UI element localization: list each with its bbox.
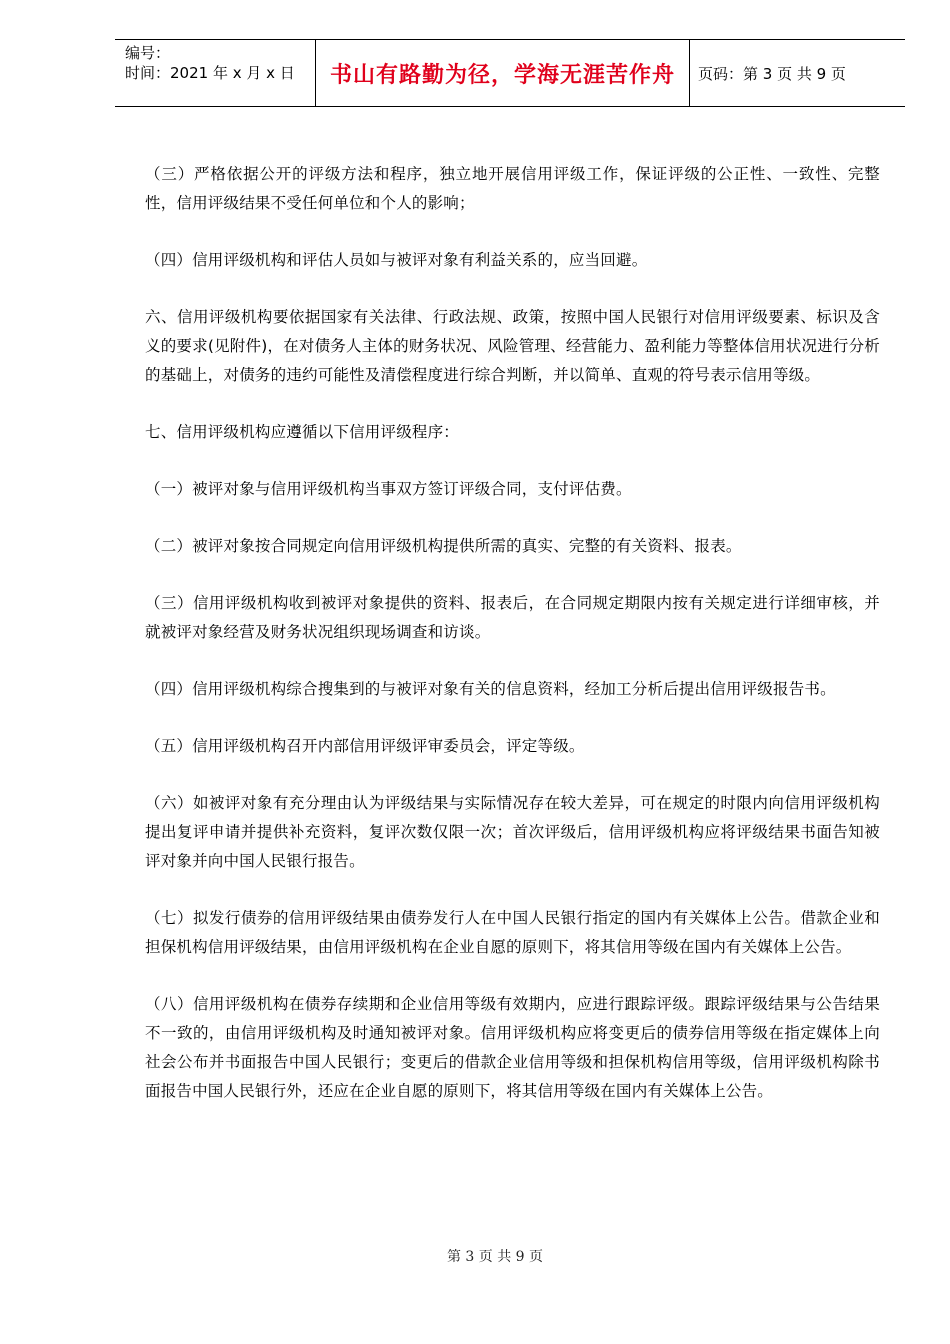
paragraph: （七）拟发行债券的信用评级结果由债券发行人在中国人民银行指定的国内有关媒体上公告。借款企业和担保机构信用评级结果，由信用评级机构在企业自愿的原则下，将其信用等级在国内有关媒体上公告。 bbox=[145, 909, 880, 956]
page-number-label: 页码：第 3 页 共 9 页 bbox=[698, 64, 846, 83]
header-left-cell bbox=[115, 40, 316, 106]
paragraph: （五）信用评级机构召开内部信用评级评审委员会，评定等级。 bbox=[145, 737, 585, 755]
paragraph: （三）严格依据公开的评级方法和程序，独立地开展信用评级工作，保证评级的公正性、一致性、完整性，信用评级结果不受任何单位和个人的影响； bbox=[145, 165, 880, 212]
paragraph: （四）信用评级机构和评估人员如与被评对象有利益关系的，应当回避。 bbox=[145, 251, 648, 269]
header-motto-cell bbox=[316, 40, 690, 106]
paragraph: （一）被评对象与信用评级机构当事双方签订评级合同，支付评估费。 bbox=[145, 480, 632, 498]
paragraph: （八）信用评级机构在债券存续期和企业信用等级有效期内，应进行跟踪评级。跟踪评级结果与公告结果不一致的，由信用评级机构及时通知被评对象。信用评级机构应将变更后的债券信用等级在指定媒体上向社会公布并书面报告中国人民银行；变更后的借款企业信用等级和担保机构信用等级，信用评级机构除书面报告中国人民银行外，还应在企业自愿的原则下，将其信用等级在国内有关媒体上公告。 bbox=[145, 995, 880, 1100]
paragraph: 六、信用评级机构要依据国家有关法律、行政法规、政策，按照中国人民银行对信用评级要素、标识及含义的要求(见附件)，在对债务人主体的财务状况、风险管理、经营能力、盈利能力等整体信用状况进行分析的基础上，对债务的违约可能性及清偿程度进行综合判断，并以简单、直观的符号表示信用等级。 bbox=[145, 308, 880, 384]
paragraph: （三）信用评级机构收到被评对象提供的资料、报表后，在合同规定期限内按有关规定进行详细审核，并就被评对象经营及财务状况组织现场调查和访谈。 bbox=[145, 594, 880, 641]
page-header bbox=[115, 39, 905, 107]
paragraph: （二）被评对象按合同规定向信用评级机构提供所需的真实、完整的有关资料、报表。 bbox=[145, 537, 742, 555]
document-body bbox=[145, 160, 880, 1134]
paragraph: 七、信用评级机构应遵循以下信用评级程序： bbox=[145, 423, 460, 441]
motto-text: 书山有路勤为径，学海无涯苦作舟 bbox=[329, 62, 675, 88]
serial-label: 编号： bbox=[125, 44, 171, 62]
page-footer: 第 3 页 共 9 页 bbox=[446, 1249, 544, 1265]
paragraph: （六）如被评对象有充分理由认为评级结果与实际情况存在较大差异，可在规定的时限内向信用评级机构提出复评申请并提供补充资料，复评次数仅限一次；首次评级后，信用评级机构应将评级结果书面告知被评对象并向中国人民银行报告。 bbox=[145, 794, 880, 870]
header-right-cell bbox=[690, 40, 905, 106]
time-label: 时间：2021 年 x 月 x 日 bbox=[125, 64, 295, 82]
paragraph: （四）信用评级机构综合搜集到的与被评对象有关的信息资料，经加工分析后提出信用评级报告书。 bbox=[145, 680, 836, 698]
